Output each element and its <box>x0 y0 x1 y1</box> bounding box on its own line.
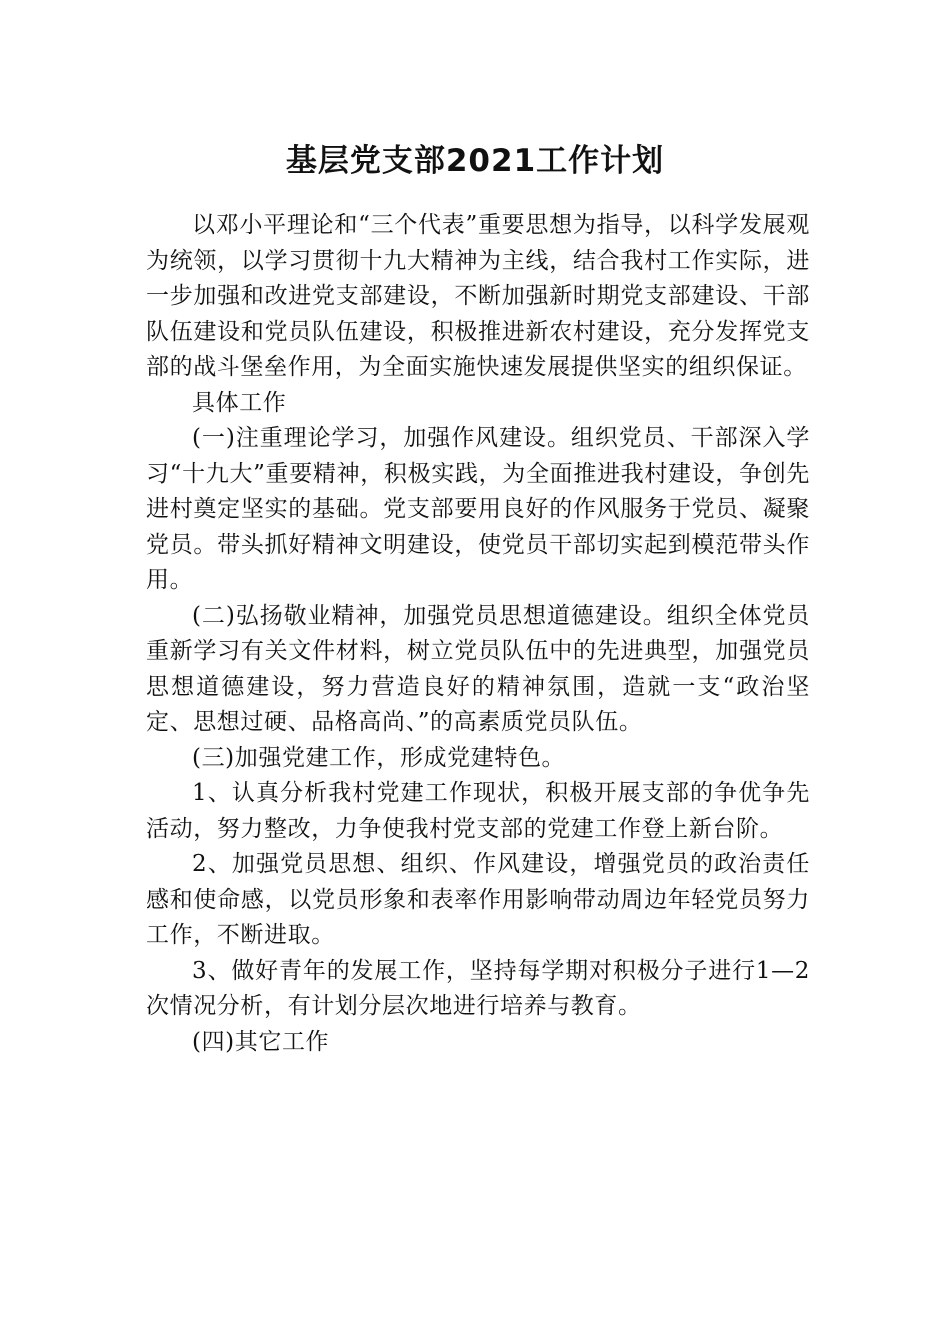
paragraph-intro: 以邓小平理论和“三个代表”重要思想为指导，以科学发展观为统领，以学习贯彻十九大精神为主线，结合我村工作实际，进一步加强和改进党支部建设，不断加强新时期党支部建设、干部队伍建设和党员队伍建设，积极推进新农村建设，充分发挥党支部的战斗堡垒作用，为全面实施快速发展提供坚实的组织保证。 <box>146 212 810 380</box>
section-heading-specific-work: 具体工作 <box>192 389 287 416</box>
paragraph-subitem-2: 2、加强党员思想、组织、作风建设，增强党员的政治责任感和使命感，以党员形象和表率作用影响带动周边年轻党员努力工作，不断进取。 <box>146 851 810 948</box>
paragraph-item-1: (一)注重理论学习，加强作风建设。组织党员、干部深入学习“十九大”重要精神，积极实践，为全面推进我村建设，争创先进村奠定坚实的基础。党支部要用良好的作风服务于党员、凝聚党员。带头抓好精神文明建设，使党员干部切实起到模范带头作用。 <box>146 425 810 593</box>
document-title: 基层党支部2021工作计划 <box>285 142 665 179</box>
paragraph-item-3-heading: (三)加强党建工作，形成党建特色。 <box>192 744 566 771</box>
paragraph-subitem-1: 1、认真分析我村党建工作现状，积极开展支部的争优争先活动，努力整改，力争使我村党支部的党建工作登上新台阶。 <box>146 780 810 842</box>
paragraph-subitem-3: 3、做好青年的发展工作，坚持每学期对积极分子进行1—2次情况分析，有计划分层次地进行培养与教育。 <box>146 957 810 1019</box>
paragraph-item-2: (二)弘扬敬业精神，加强党员思想道德建设。组织全体党员重新学习有关文件材料，树立党员队伍中的先进典型，加强党员思想道德建设，努力营造良好的精神氛围，造就一支“政治坚定、思想过硬、品格高尚、”的高素质党员队伍。 <box>146 602 810 735</box>
paragraph-item-4-heading: (四)其它工作 <box>192 1028 330 1055</box>
document-body <box>146 208 810 1060</box>
